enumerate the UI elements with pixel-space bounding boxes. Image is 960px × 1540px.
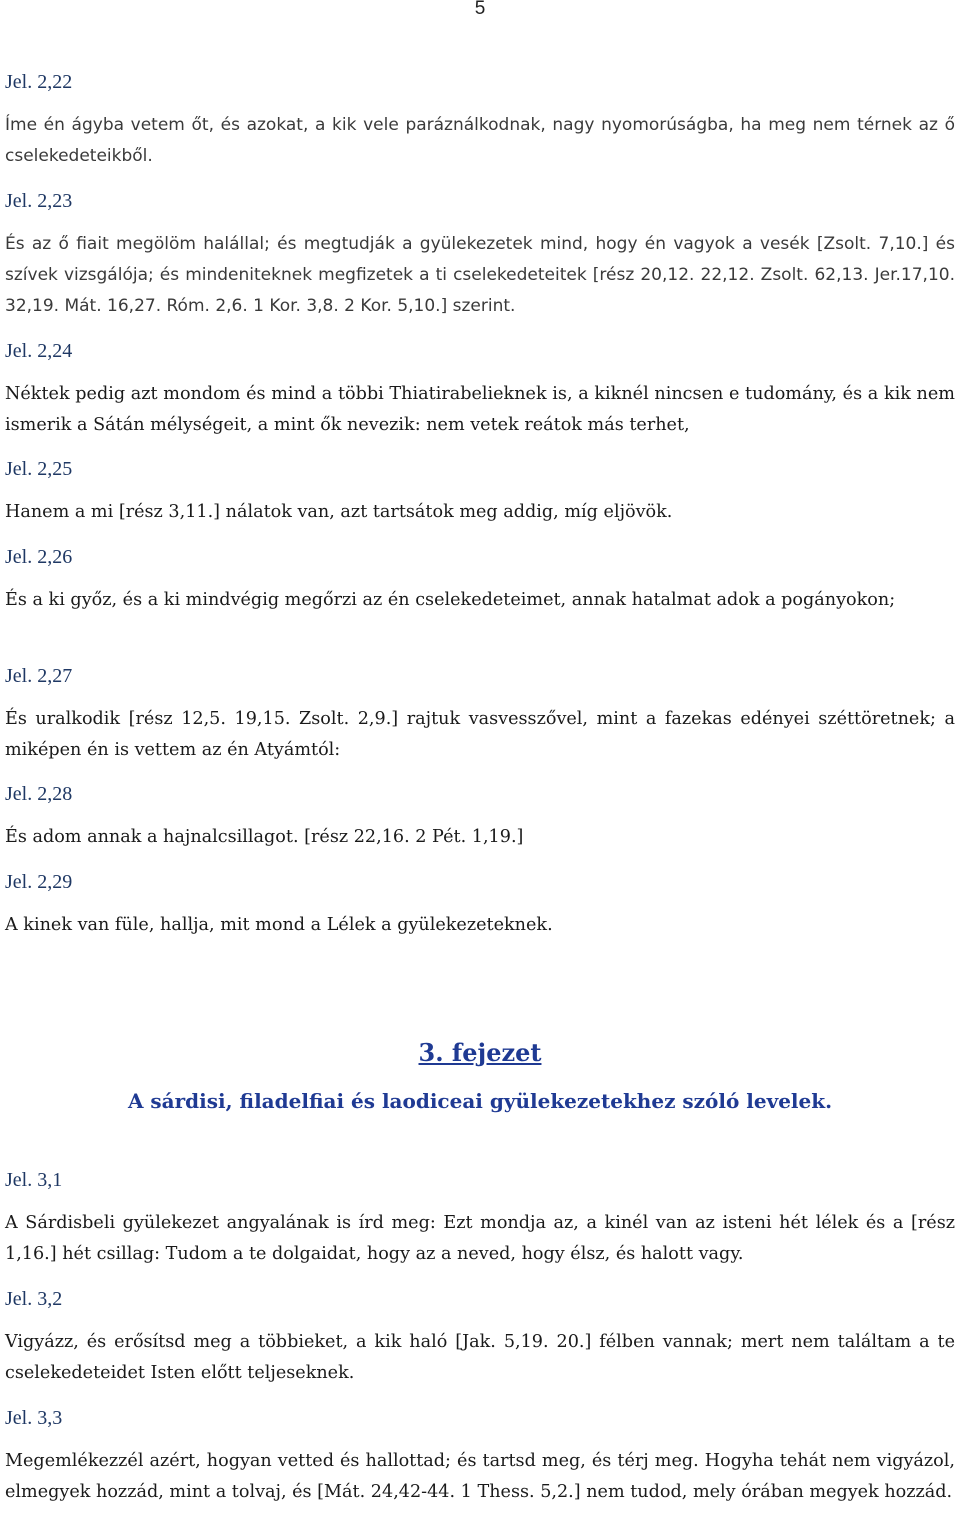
verse-reference: Jel. 2,22	[5, 71, 73, 93]
verse-reference: Jel. 3,2	[5, 1288, 63, 1310]
verse-reference: Jel. 3,1	[5, 1169, 63, 1191]
verse-reference: Jel. 2,24	[5, 340, 73, 362]
verse-text: Néktek pedig azt mondom és mind a többi Thiatirabelieknek is, a kiknél nincsen e tudomány, és a kik nem ismerik a Sátán mélységeit, a mint ők nevezik: nem vetek reátok más terhet,	[5, 384, 955, 435]
verse-text: A Sárdisbeli gyülekezet angyalának is írd meg: Ezt mondja az, a kinél van az isteni hét lélek és a [rész 1,16.] hét csillag: Tudom a te dolgaidat, hogy az a neved, hogy élsz, és halott vagy.	[5, 1213, 955, 1264]
verse-text: Megemlékezzél azért, hogyan vetted és hallottad; és tartsd meg, és térj meg. Hogyha tehát nem vigyázol, elmegyek hozzád, mint a tolvaj, és [Mát. 24,42-44. 1 Thess. 5,2.] nem tudod, mely órában megyek hozzád.	[5, 1451, 955, 1502]
verse-text: És a ki győz, és a ki mindvégig megőrzi az én cselekedeteimet, annak hatalmat adok a pogányokon;	[5, 590, 896, 610]
verse-reference: Jel. 2,29	[5, 871, 73, 893]
verse-text: Íme én ágyba vetem őt, és azokat, a kik vele paráználkodnak, nagy nyomorúságba, ha meg nem térnek az ő cselekedeteikből.	[5, 115, 955, 166]
verse-reference: Jel. 2,28	[5, 783, 73, 805]
page-number: 5	[474, 0, 486, 19]
verse-text: És adom annak a hajnalcsillagot. [rész 22,16. 2 Pét. 1,19.]	[5, 827, 524, 847]
chapter-subtitle: A sárdisi, filadelfiai és laodiceai gyülekezetekhez szóló levelek.	[127, 1089, 833, 1113]
verse-text: Vigyázz, és erősítsd meg a többieket, a kik haló [Jak. 5,19. 20.] félben vannak; mert nem találtam a te cselekedeteidet Isten előtt teljeseknek.	[5, 1332, 955, 1383]
verse-text: Hanem a mi [rész 3,11.] nálatok van, azt tartsátok meg addig, míg eljövök.	[5, 502, 673, 522]
verse-text: A kinek van füle, hallja, mit mond a Lélek a gyülekezeteknek.	[5, 915, 553, 935]
chapter-heading[interactable]: 3. fejezet	[418, 1038, 542, 1067]
verse-text: És uralkodik [rész 12,5. 19,15. Zsolt. 2,9.] rajtuk vasvesszővel, mint a fazekas edényei széttöretnek; a miképen én is vettem az én Atyámtól:	[5, 709, 955, 760]
verse-reference: Jel. 3,3	[5, 1407, 63, 1429]
verse-reference: Jel. 2,26	[5, 546, 73, 568]
verse-reference: Jel. 2,23	[5, 190, 73, 212]
verse-reference: Jel. 2,25	[5, 458, 73, 480]
verse-reference: Jel. 2,27	[5, 665, 73, 687]
verse-text: És az ő fiait megölöm halállal; és megtudják a gyülekezetek mind, hogy én vagyok a vesék [Zsolt. 7,10.] és szívek vizsgálója; és mindeniteknek megfizetek a ti cselekedeteitek [rész 20,12. 22,12. Zsolt. 62,13. Jer.17,10. 32,19. Mát. 16,27. Róm. 2,6. 1 Kor. 3,8. 2 Kor. 5,10.] szerint.	[5, 234, 955, 316]
